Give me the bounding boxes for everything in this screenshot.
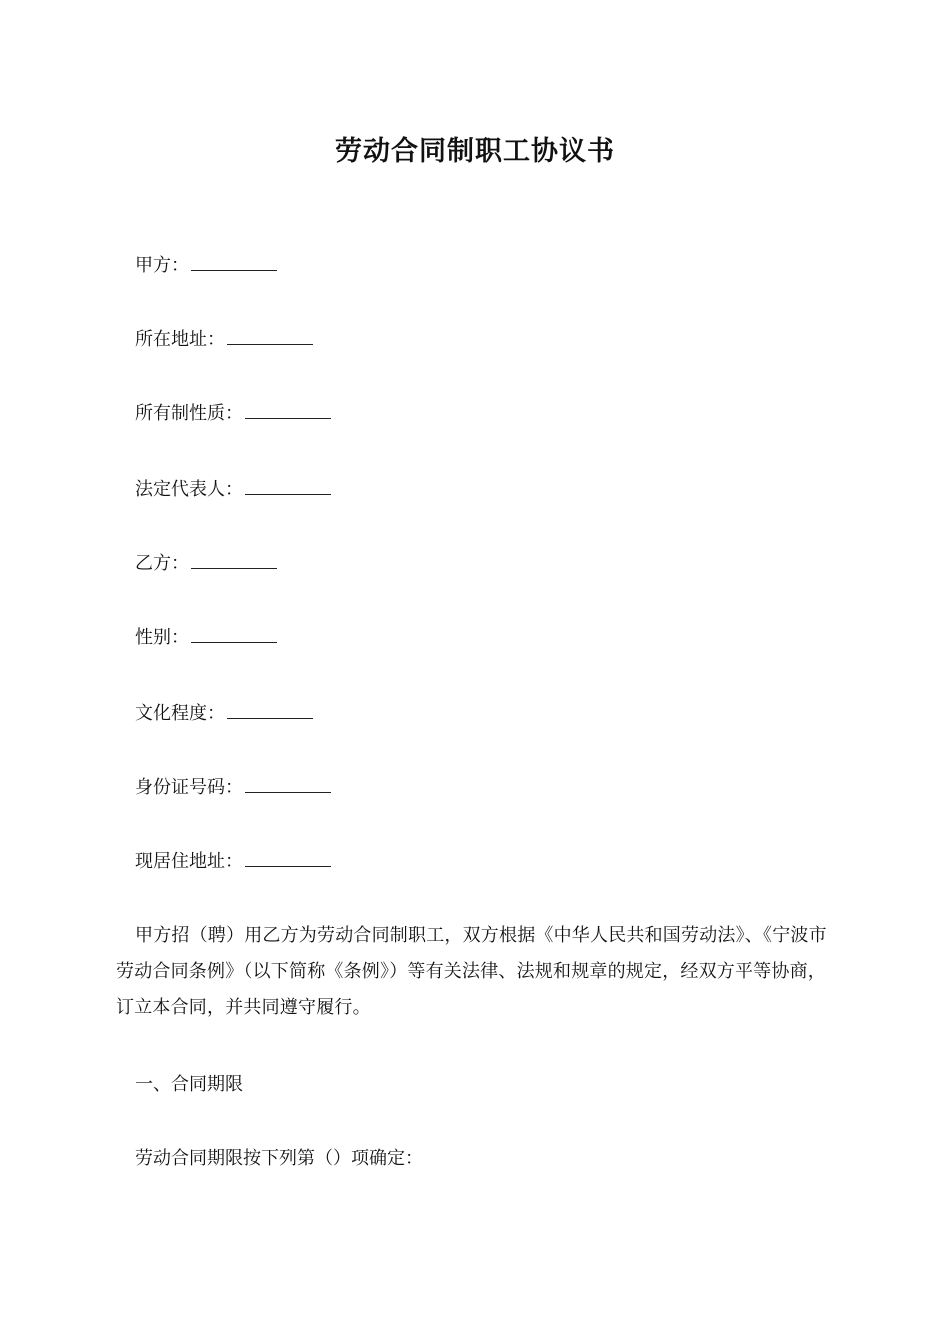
party-a-blank (191, 252, 277, 271)
education-label: 文化程度： (135, 703, 225, 724)
legal-rep-blank (245, 476, 331, 495)
id-number-label: 身份证号码： (135, 777, 243, 798)
ownership-label: 所有制性质： (135, 403, 243, 424)
address-label: 所在地址： (135, 329, 225, 350)
document-title: 劳动合同制职工协议书 (335, 136, 615, 167)
section1-text: 劳动合同期限按下列第（）项确定： (135, 1148, 423, 1169)
education-blank (227, 700, 313, 719)
legal-rep-label: 法定代表人： (135, 479, 243, 500)
id-number-field (135, 774, 331, 801)
party-b-blank (191, 550, 277, 569)
residence-blank (245, 848, 331, 867)
party-a-label: 甲方： (135, 255, 189, 276)
intro-paragraph: 甲方招（聘）用乙方为劳动合同制职工，双方根据《中华人民共和国劳动法》、《宁波市劳动合同条例》（以下简称《条例》）等有关法律、法规和规章的规定，经双方平等协商，订立本合同，并共同遵守履行。 (116, 925, 827, 1018)
legal-rep-field (135, 476, 331, 503)
residence-label: 现居住地址： (135, 851, 243, 872)
section1-heading: 一、合同期限 (135, 1074, 243, 1095)
ownership-blank (245, 400, 331, 419)
party-a-field (135, 252, 277, 279)
address-field (135, 326, 313, 353)
party-b-field (135, 550, 277, 577)
education-field (135, 700, 313, 727)
ownership-field (135, 400, 331, 427)
gender-label: 性别： (135, 627, 189, 648)
address-blank (227, 326, 313, 345)
gender-field (135, 624, 277, 651)
gender-blank (191, 624, 277, 643)
party-b-label: 乙方： (135, 553, 189, 574)
residence-field (135, 848, 331, 875)
id-number-blank (245, 774, 331, 793)
